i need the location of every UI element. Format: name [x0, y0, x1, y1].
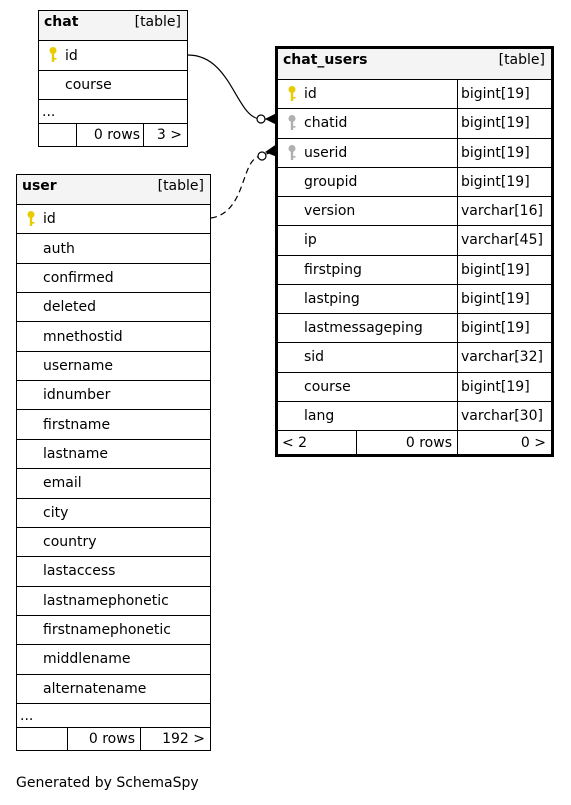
column-name: lastmessageping	[304, 320, 423, 337]
column-type: bigint[19]	[457, 139, 551, 167]
column-name: auth	[43, 240, 75, 257]
children-link[interactable]: 192 >	[162, 731, 205, 747]
column-type: varchar[32]	[457, 343, 551, 371]
relationship-chat-to-chat-users	[188, 55, 276, 119]
primary-key-icon	[25, 210, 37, 228]
column-name: country	[43, 534, 97, 551]
column-name: userid	[304, 144, 348, 161]
table-name: chat_users	[283, 52, 368, 68]
generated-by-caption: Generated by SchemaSpy	[16, 775, 199, 791]
ellipsis: ...	[20, 707, 34, 724]
row-count: 0 rows	[405, 434, 452, 451]
column-row[interactable]	[278, 284, 551, 313]
parents-link[interactable]: < 2	[282, 434, 308, 451]
column-row[interactable]	[17, 321, 210, 350]
column-row[interactable]	[278, 138, 551, 167]
zero-or-many-marker	[258, 152, 266, 160]
more-columns	[39, 99, 187, 123]
column-row[interactable]	[278, 401, 551, 430]
relationship-user-to-chat-users	[211, 150, 276, 218]
footer-divider	[457, 431, 458, 454]
table-footer	[17, 727, 210, 750]
column-type: varchar[45]	[457, 226, 551, 254]
column-name: lang	[304, 407, 335, 424]
children-link[interactable]: 3 >	[156, 127, 182, 143]
column-row[interactable]	[17, 498, 210, 527]
column-name: sid	[304, 349, 325, 366]
column-row[interactable]	[278, 196, 551, 225]
column-type: bigint[19]	[457, 168, 551, 196]
column-row[interactable]	[17, 644, 210, 673]
column-name: city	[43, 504, 69, 521]
table-header	[278, 49, 551, 79]
column-type: bigint[19]	[457, 80, 551, 108]
column-row[interactable]	[17, 292, 210, 321]
row-count: 0 rows	[93, 127, 140, 143]
column-row[interactable]	[278, 79, 551, 108]
table-footer	[278, 430, 551, 454]
column-row[interactable]	[17, 615, 210, 644]
column-name: firstname	[43, 416, 111, 433]
column-row[interactable]	[17, 439, 210, 468]
column-name: email	[43, 475, 82, 492]
column-row[interactable]	[278, 167, 551, 196]
footer-divider	[67, 728, 68, 750]
table-kind: [table]	[498, 52, 545, 68]
column-row[interactable]	[278, 372, 551, 401]
column-name: firstnamephonetic	[43, 622, 171, 639]
column-row[interactable]	[278, 313, 551, 342]
zero-or-many-marker	[257, 115, 265, 123]
footer-divider	[140, 728, 141, 750]
primary-key-icon	[286, 85, 298, 103]
footer-divider	[356, 431, 357, 454]
column-name: ip	[304, 232, 317, 249]
column-type: bigint[19]	[457, 314, 551, 342]
column-type: bigint[19]	[457, 256, 551, 284]
column-row[interactable]	[17, 468, 210, 497]
column-name: lastaccess	[43, 563, 116, 580]
column-name: id	[304, 86, 317, 103]
column-row[interactable]	[17, 674, 210, 703]
column-type: bigint[19]	[457, 373, 551, 401]
column-name: lastnamephonetic	[43, 592, 169, 609]
column-type: varchar[16]	[457, 197, 551, 225]
primary-key-icon	[47, 46, 59, 64]
column-name: version	[304, 203, 356, 220]
column-name: idnumber	[43, 387, 111, 404]
column-row[interactable]	[17, 556, 210, 585]
table-kind: [table]	[157, 178, 204, 194]
table-footer	[39, 123, 187, 146]
column-name: mnethostid	[43, 328, 123, 345]
column-row[interactable]	[17, 380, 210, 409]
column-row[interactable]	[17, 409, 210, 438]
footer-divider	[76, 124, 77, 146]
column-row[interactable]	[278, 255, 551, 284]
table-header	[17, 175, 210, 204]
column-row[interactable]	[39, 40, 187, 70]
column-name: course	[304, 378, 351, 395]
column-name: middlename	[43, 651, 131, 668]
column-type: bigint[19]	[457, 109, 551, 137]
column-name: deleted	[43, 299, 96, 316]
column-name: course	[65, 77, 112, 93]
foreign-key-icon	[286, 114, 298, 132]
column-name: id	[43, 211, 56, 228]
column-row[interactable]	[17, 233, 210, 262]
footer-divider	[143, 124, 144, 146]
children-link[interactable]: 0 >	[520, 434, 546, 451]
column-row[interactable]	[278, 342, 551, 371]
column-row[interactable]	[39, 70, 187, 99]
table-chat-users[interactable]	[275, 46, 554, 457]
column-row[interactable]	[17, 204, 210, 233]
column-row[interactable]	[17, 527, 210, 556]
column-name: alternatename	[43, 680, 147, 697]
column-name: firstping	[304, 261, 362, 278]
table-user[interactable]	[16, 174, 211, 751]
column-row[interactable]	[17, 586, 210, 615]
column-name: chatid	[304, 115, 348, 132]
more-columns	[17, 703, 210, 727]
column-type: bigint[19]	[457, 285, 551, 313]
table-name: chat	[44, 14, 79, 30]
table-name: user	[22, 178, 57, 194]
column-row[interactable]	[278, 225, 551, 254]
column-name: confirmed	[43, 269, 114, 286]
column-row[interactable]	[17, 263, 210, 292]
column-name: username	[43, 357, 113, 374]
table-chat[interactable]	[38, 10, 188, 147]
column-type: varchar[30]	[457, 402, 551, 430]
column-name: groupid	[304, 173, 358, 190]
column-name: id	[65, 47, 78, 64]
ellipsis: ...	[42, 103, 56, 120]
table-kind: [table]	[134, 14, 181, 30]
foreign-key-icon	[286, 144, 298, 162]
column-row[interactable]	[278, 108, 551, 137]
column-name: lastping	[304, 290, 360, 307]
table-header	[39, 11, 187, 40]
column-row[interactable]	[17, 351, 210, 380]
column-name: lastname	[43, 445, 108, 462]
row-count: 0 rows	[88, 731, 135, 747]
